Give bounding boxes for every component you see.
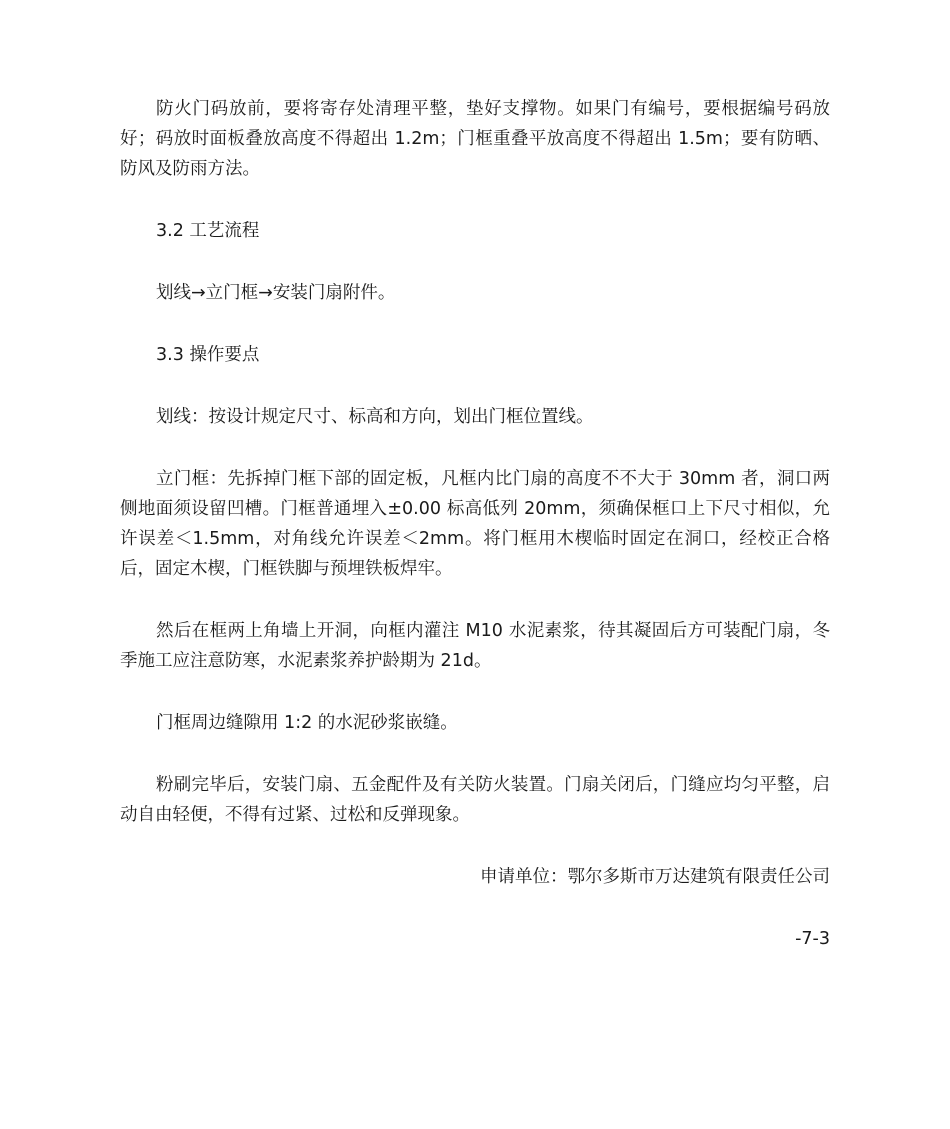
paragraph-process-flow: 划线→立门框→安装门扇附件。 (156, 283, 396, 303)
paragraph-marking: 划线：按设计规定尺寸、标高和方向，划出门框位置线。 (156, 407, 594, 427)
applicant-signature: 申请单位：鄂尔多斯市万达建筑有限责任公司 (480, 867, 830, 887)
paragraph-grouting: 然后在框两上角墙上开洞，向框内灌注 M10 水泥素浆，待其凝固后方可装配门扇，冬季施工应注意防寒，水泥素浆养护龄期为 21d。 (120, 621, 830, 671)
paragraph-erect-frame: 立门框：先拆掉门框下部的固定板，凡框内比门扇的高度不不大于 30mm 者，洞口两侧地面须设留凹槽。门框普通埋入±0.00 标高低列 20mm，须确保框口上下尺寸相似，允许误差＜1.5mm，对角线允许误差＜2mm。将门框用木楔临时固定在洞口，经校正合格后，固定木楔，门框铁脚与预埋铁板焊牢。 (120, 469, 830, 579)
paragraph-installation: 粉刷完毕后，安装门扇、五金配件及有关防火装置。门扇关闭后，门缝应均匀平整，启动自由轻便，不得有过紧、过松和反弹现象。 (120, 775, 830, 825)
section-heading-key-points: 3.3 操作要点 (156, 345, 260, 365)
paragraph-joint-sealing: 门框周边缝隙用 1:2 的水泥砂浆嵌缝。 (156, 713, 458, 733)
section-heading-process: 3.2 工艺流程 (156, 221, 260, 241)
page-number: -7-3 (795, 929, 830, 949)
paragraph-storage: 防火门码放前，要将寄存处清理平整，垫好支撑物。如果门有编号，要根据编号码放好；码放时面板叠放高度不得超出 1.2m；门框重叠平放高度不得超出 1.5m；要有防晒、防风及防雨方法。 (120, 99, 830, 179)
document-body (120, 94, 830, 954)
